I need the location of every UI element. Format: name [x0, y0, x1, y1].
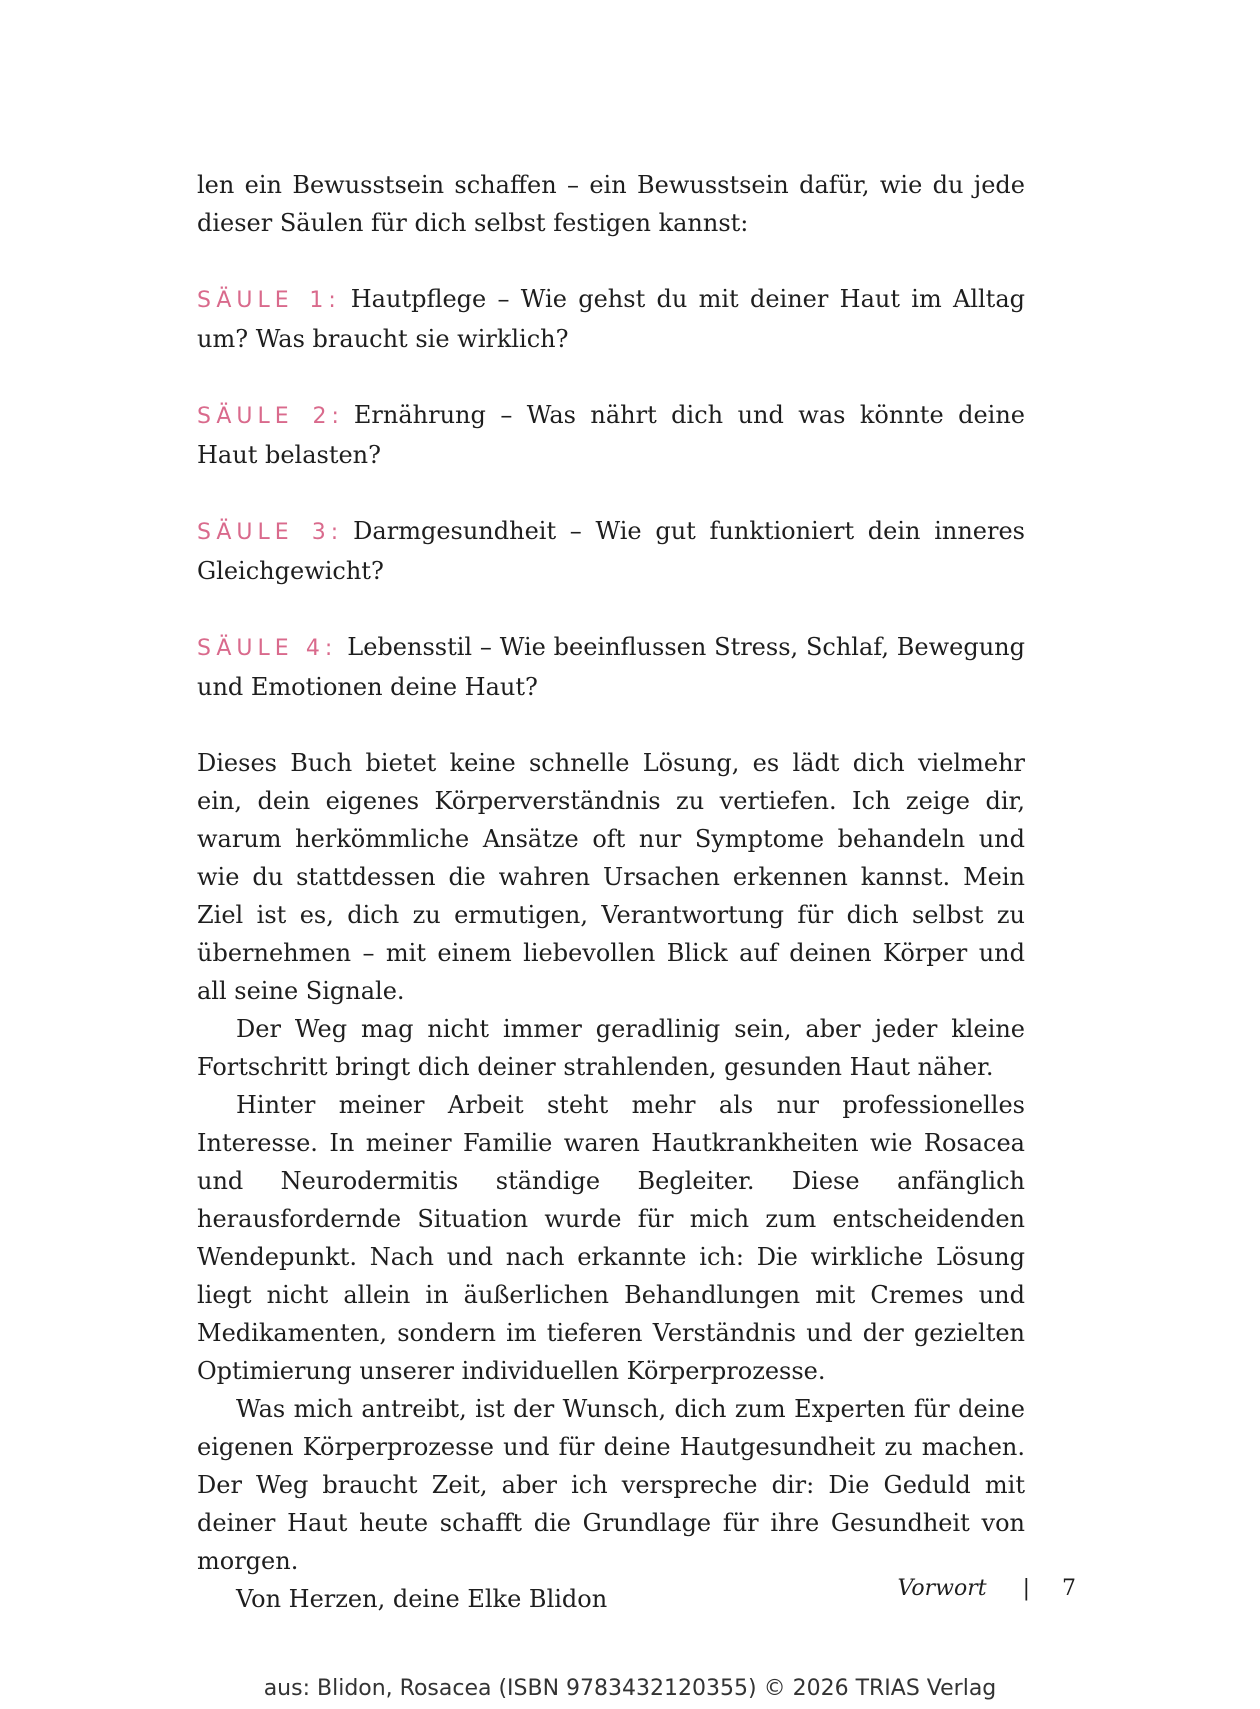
page-number: 7 — [1062, 1576, 1076, 1601]
body-paragraph: Hinter meiner Arbeit steht mehr als nur professionelles Interesse. In meiner Familie waren Hautkrankheiten wie Rosacea und Neurodermitis ständige Begleiter. Diese anfänglich herausfordernde Situation wurde für mich zum entscheidenden Wendepunkt. Nach und nach erkannte ich: Die wirkliche Lösung liegt nicht allein in äußerlichen Behandlungen mit Cremes und Medikamenten, sondern im tieferen Verständnis und der gezielten Optimierung unserer individuellen Körperprozesse. — [197, 1091, 1025, 1385]
pillar-3 — [197, 512, 1025, 590]
footer-separator: | — [1022, 1576, 1030, 1601]
running-footer-section: Vorwort — [897, 1576, 987, 1601]
pillar-label: SÄULE 1: — [197, 288, 341, 313]
pillar-label: SÄULE 2: — [197, 404, 344, 429]
body-paragraph: Was mich antreibt, ist der Wunsch, dich zum Experten für deine eigenen Körperprozesse und für deine Hautgesundheit zu machen. Der Weg braucht Zeit, aber ich verspreche dir: Die Geduld mit deiner Haut heute schafft die Grundlage für ihre Gesundheit von morgen. — [197, 1395, 1025, 1575]
pillar-text: Ernährung – Was nährt dich und was könnte deine Haut belasten? — [197, 401, 1025, 469]
pillar-label: SÄULE 4: — [197, 636, 338, 661]
pillar-label: SÄULE 3: — [197, 520, 344, 545]
pillar-text: Darmgesundheit – Wie gut funktioniert dein inneres Gleichgewicht? — [197, 517, 1025, 585]
pillar-text: Hautpflege – Wie gehst du mit deiner Haut im Alltag um? Was braucht sie wirklich? — [197, 285, 1025, 353]
intro-paragraph: len ein Bewusstsein schaffen – ein Bewusstsein dafür, wie du jede dieser Säulen für dich selbst festigen kannst: — [197, 171, 1025, 237]
pillar-4 — [197, 628, 1025, 706]
pillar-text: Lebensstil – Wie beeinflussen Stress, Schlaf, Bewegung und Emotionen deine Haut? — [197, 633, 1025, 701]
signature-line: Von Herzen, deine Elke Blidon — [236, 1585, 608, 1613]
pillar-2 — [197, 396, 1025, 474]
page-footer — [898, 1576, 1077, 1601]
body-paragraph: Der Weg mag nicht immer geradlinig sein, aber jeder kleine Fortschritt bringt dich deiner strahlenden, gesunden Haut näher. — [197, 1015, 1025, 1081]
copyright-notice: aus: Blidon, Rosacea (ISBN 9783432120355) © 2026 TRIAS Verlag — [263, 1676, 997, 1701]
pillar-1 — [197, 280, 1025, 358]
body-paragraph: Dieses Buch bietet keine schnelle Lösung, es lädt dich vielmehr ein, dein eigenes Körperverständnis zu vertiefen. Ich zeige dir, warum herkömmliche Ansätze oft nur Symptome behandeln und wie du stattdessen die wahren Ursachen erkennen kannst. Mein Ziel ist es, dich zu ermutigen, Verantwortung für dich selbst zu übernehmen – mit einem liebevollen Blick auf deinen Körper und all seine Signale. — [197, 749, 1025, 1005]
page-body — [197, 166, 1025, 1618]
